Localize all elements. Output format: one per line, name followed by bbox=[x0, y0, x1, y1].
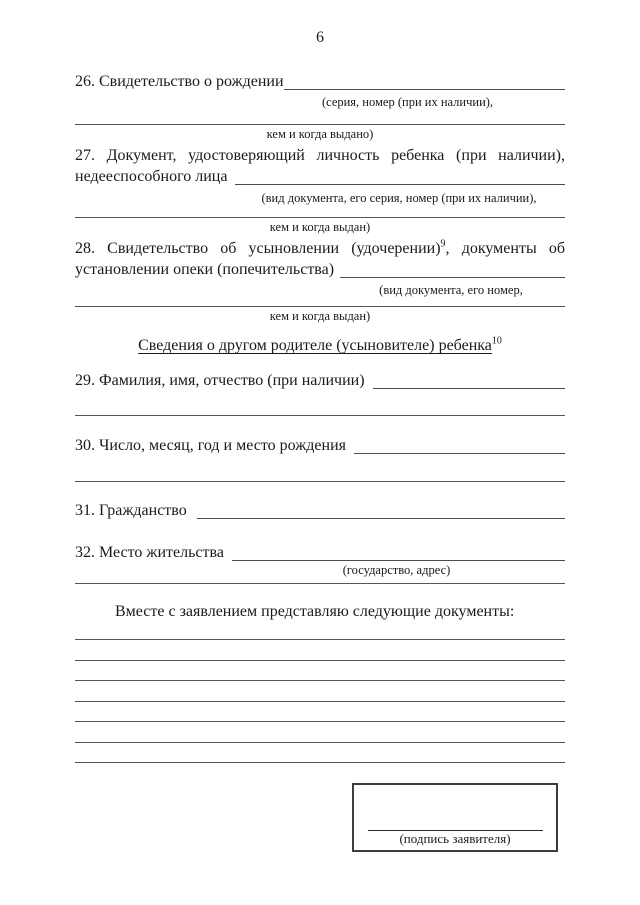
signature-caption: (подпись заявителя) bbox=[399, 831, 511, 846]
footnote-9-marker: 9 bbox=[440, 238, 446, 250]
field-30-blank-line bbox=[354, 435, 565, 454]
field-26-label: 26. Свидетельство о рождении bbox=[75, 73, 284, 90]
field-26-writing-line bbox=[75, 110, 565, 125]
documents-writing-line bbox=[75, 661, 565, 682]
field-28-line1 bbox=[75, 238, 565, 259]
field-27-line1: 27. Документ, удостоверяющий личность ребенка (при наличии), bbox=[75, 147, 565, 164]
field-28-row bbox=[75, 259, 565, 280]
field-28-line1-end: , документы об bbox=[445, 240, 565, 257]
field-27-blank-line bbox=[235, 166, 565, 185]
field-28-line1-start: 28. Свидетельство об усыновлении (удочерении) bbox=[75, 240, 441, 257]
field-28-hint-issued: кем и когда выдан) bbox=[269, 309, 371, 323]
documents-intro: Вместе с заявлением представляю следующие документы: bbox=[115, 603, 515, 620]
field-31-row bbox=[75, 500, 565, 521]
field-32-writing-line bbox=[75, 578, 565, 584]
field-28-label2: установлении опеки (попечительства) bbox=[75, 261, 335, 278]
field-30-label: 30. Число, месяц, год и место рождения bbox=[75, 437, 346, 454]
field-32-blank-line bbox=[232, 542, 565, 561]
field-29-label: 29. Фамилия, имя, отчество (при наличии) bbox=[75, 372, 365, 389]
section-heading-other-parent bbox=[75, 335, 565, 357]
field-32-hint-country: (государство, адрес) bbox=[342, 563, 451, 577]
field-28-writing-line bbox=[75, 298, 565, 307]
documents-writing-line bbox=[75, 681, 565, 702]
field-26-row bbox=[75, 71, 565, 92]
field-31-label: 31. Гражданство bbox=[75, 502, 187, 519]
page-number: 6 bbox=[316, 29, 324, 46]
documents-writing-line bbox=[75, 640, 565, 661]
field-27-row bbox=[75, 166, 565, 187]
field-27-hint-doc: (вид документа, его серия, номер (при их наличии), bbox=[261, 191, 537, 205]
documents-writing-line bbox=[75, 743, 565, 764]
signature-box bbox=[352, 783, 558, 852]
field-27-writing-line bbox=[75, 206, 565, 218]
documents-writing-line bbox=[75, 622, 565, 640]
footnote-10-marker: 10 bbox=[491, 335, 502, 347]
field-26-blank-line bbox=[284, 71, 565, 90]
section-heading-text: Сведения о другом родителе (усыновителе) ребенка bbox=[138, 337, 492, 354]
field-32-row bbox=[75, 542, 565, 563]
field-26-hint-issued: кем и когда выдано) bbox=[266, 127, 374, 141]
field-29-blank-line bbox=[373, 370, 565, 389]
field-31-blank-line bbox=[197, 500, 565, 519]
field-28-hint-doc: (вид документа, его номер, bbox=[379, 283, 523, 297]
documents-writing-line bbox=[75, 722, 565, 743]
field-26-hint-serial: (серия, номер (при их наличии), bbox=[321, 95, 494, 109]
documents-writing-line bbox=[75, 702, 565, 723]
field-30-row bbox=[75, 435, 565, 456]
field-32-label: 32. Место жительства bbox=[75, 544, 224, 561]
field-27-hint-issued: кем и когда выдан) bbox=[269, 220, 371, 234]
field-30-writing-line bbox=[75, 456, 565, 482]
field-27-label2: недееспособного лица bbox=[75, 168, 228, 185]
field-29-row bbox=[75, 370, 565, 391]
field-28-blank-line bbox=[340, 259, 565, 278]
field-29-writing-line bbox=[75, 391, 565, 416]
